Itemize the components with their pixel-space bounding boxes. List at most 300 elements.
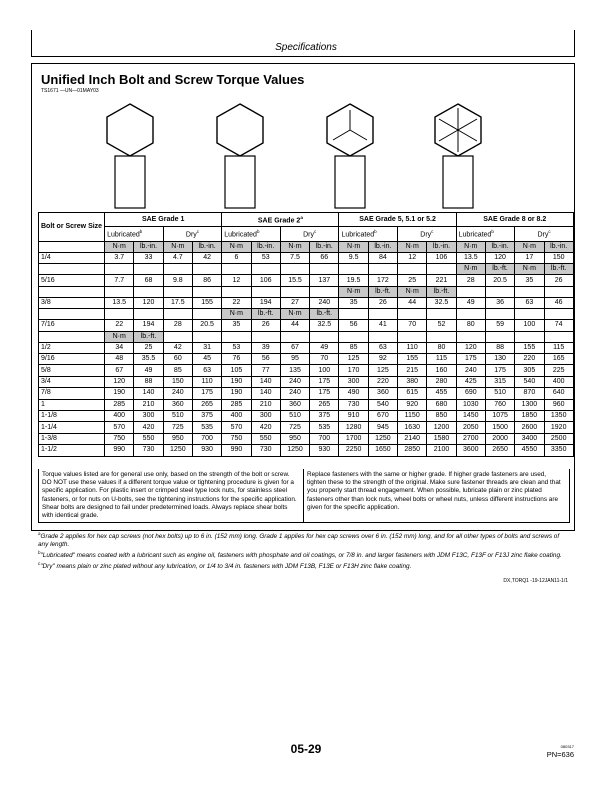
- unit-header: lb.-in.: [134, 241, 163, 252]
- torque-value: 76: [222, 354, 251, 365]
- torque-value: 150: [163, 376, 192, 387]
- unit-blank: [280, 264, 309, 275]
- unit-blank: [163, 331, 192, 342]
- grade-header: SAE Grade 1: [105, 213, 222, 227]
- torque-value: 2250: [339, 445, 368, 456]
- unit-blank: [368, 331, 397, 342]
- unit-blank: [456, 331, 485, 342]
- torque-value: 400: [105, 410, 134, 421]
- lubricated-header: Lubricated$^b$: [222, 227, 281, 241]
- unit-blank: [192, 286, 221, 297]
- torque-value: 2700: [456, 433, 485, 444]
- torque-value: 670: [368, 410, 397, 421]
- torque-value: 7.5: [280, 253, 309, 264]
- torque-value: 130: [485, 354, 514, 365]
- torque-value: 22: [105, 320, 134, 331]
- torque-value: 400: [222, 410, 251, 421]
- unit-header: lb.-ft.: [368, 286, 397, 297]
- unit-blank: [251, 331, 280, 342]
- torque-value: 49: [134, 365, 163, 376]
- torque-value: 88: [485, 342, 514, 353]
- torque-value: 175: [456, 354, 485, 365]
- dry-header: Dry$^c$: [280, 227, 339, 241]
- torque-value: 190: [105, 388, 134, 399]
- torque-value: 19.5: [339, 275, 368, 286]
- footnote: $^a$Grade 2 applies for hex cap screws (not hex bolts) up to 6 in. (152 mm) long. Grade 1 applies for hex cap screws over 6 in. (152 mm) long, and for all other types of bolts and screws of any length.: [38, 531, 560, 548]
- torque-value: 375: [310, 410, 339, 421]
- unit-blank: [192, 264, 221, 275]
- unit-blank: [134, 286, 163, 297]
- torque-value: 59: [485, 320, 514, 331]
- lubricated-header: Lubricated$^b$: [105, 227, 164, 241]
- torque-value: 28: [163, 320, 192, 331]
- unit-blank: [251, 286, 280, 297]
- torque-value: 12: [398, 253, 427, 264]
- torque-value: 115: [427, 354, 456, 365]
- torque-value: 240: [280, 376, 309, 387]
- unit-blank: [310, 286, 339, 297]
- torque-value: 125: [339, 354, 368, 365]
- bolt-size: 1/4: [39, 253, 105, 264]
- unit-blank: [134, 264, 163, 275]
- bolt-size: 9/16: [39, 354, 105, 365]
- unit-blank: [427, 331, 456, 342]
- torque-value: 137: [310, 275, 339, 286]
- torque-value: 420: [251, 422, 280, 433]
- torque-value: 17.5: [163, 297, 192, 308]
- table-row: [39, 253, 574, 264]
- torque-value: 305: [515, 365, 544, 376]
- torque-value: 221: [427, 275, 456, 286]
- unit-blank: [368, 309, 397, 320]
- torque-value: 2100: [427, 445, 456, 456]
- torque-value: 930: [192, 445, 221, 456]
- torque-value: 35: [222, 320, 251, 331]
- torque-value: 86: [192, 275, 221, 286]
- torque-value: 60: [163, 354, 192, 365]
- torque-value: 615: [398, 388, 427, 399]
- section-header: Specifications: [275, 42, 337, 53]
- torque-value: 510: [163, 410, 192, 421]
- unit-blank: [485, 331, 514, 342]
- unit-blank: [39, 309, 105, 320]
- torque-value: 80: [427, 342, 456, 353]
- torque-value: 150: [544, 253, 573, 264]
- torque-value: 960: [544, 399, 573, 410]
- unit-blank: [398, 309, 427, 320]
- torque-value: 68: [134, 275, 163, 286]
- torque-value: 74: [544, 320, 573, 331]
- unit-blank: [515, 286, 544, 297]
- torque-value: 2600: [515, 422, 544, 433]
- torque-value: 155: [398, 354, 427, 365]
- torque-value: 225: [544, 365, 573, 376]
- table-row: [39, 422, 574, 433]
- torque-value: 300: [251, 410, 280, 421]
- unit-blank: [515, 331, 544, 342]
- table-row: [39, 399, 574, 410]
- table-row: [39, 433, 574, 444]
- bolt-size: 1-1/8: [39, 410, 105, 421]
- torque-value: 45: [192, 354, 221, 365]
- unit-header: lb.-ft.: [251, 309, 280, 320]
- torque-value: 85: [163, 365, 192, 376]
- bolt-size: 3/8: [39, 297, 105, 308]
- torque-value: 490: [339, 388, 368, 399]
- unit-header: N·m: [105, 331, 134, 342]
- torque-value: 53: [222, 342, 251, 353]
- torque-value: 9.5: [339, 253, 368, 264]
- torque-value: 700: [192, 433, 221, 444]
- unit-header: N·m: [398, 286, 427, 297]
- torque-value: 2000: [485, 433, 514, 444]
- torque-value: 33: [134, 253, 163, 264]
- torque-value: 1350: [544, 410, 573, 421]
- bolt-size: 7/16: [39, 320, 105, 331]
- unit-blank: [163, 286, 192, 297]
- torque-value: 1450: [456, 410, 485, 421]
- hex-head-grade5-icon: [324, 102, 376, 210]
- torque-value: 175: [485, 365, 514, 376]
- torque-value: 125: [368, 365, 397, 376]
- torque-value: 105: [222, 365, 251, 376]
- torque-value: 39: [251, 342, 280, 353]
- torque-value: 120: [134, 297, 163, 308]
- torque-value: 570: [105, 422, 134, 433]
- page-title: Unified Inch Bolt and Screw Torque Values: [41, 72, 305, 87]
- torque-value: 27: [280, 297, 309, 308]
- hex-head-plain-icon: [104, 102, 156, 210]
- torque-value: 20.5: [485, 275, 514, 286]
- unit-header: N·m: [222, 309, 251, 320]
- torque-value: 26: [251, 320, 280, 331]
- bolt-size: 7/8: [39, 388, 105, 399]
- size-header: Bolt or Screw Size: [39, 213, 105, 242]
- table-row: [39, 354, 574, 365]
- unit-blank: [368, 264, 397, 275]
- torque-value: 26: [368, 297, 397, 308]
- unit-blank: [398, 331, 427, 342]
- unit-blank: [427, 264, 456, 275]
- footer-small-code: 080317: [560, 744, 574, 749]
- torque-value: 1650: [368, 445, 397, 456]
- torque-value: 400: [544, 376, 573, 387]
- torque-value: 730: [339, 399, 368, 410]
- unit-header: N·m: [398, 241, 427, 252]
- torque-value: 510: [280, 410, 309, 421]
- table-row: [39, 365, 574, 376]
- torque-value: 44: [398, 297, 427, 308]
- dry-header: Dry$^c$: [515, 227, 574, 241]
- bolt-head-illustrations: [32, 100, 574, 210]
- unit-blank: [222, 331, 251, 342]
- unit-header: N·m: [280, 241, 309, 252]
- torque-value: 100: [310, 365, 339, 376]
- torque-value: 1920: [544, 422, 573, 433]
- torque-value: 1250: [163, 445, 192, 456]
- torque-value: 25: [398, 275, 427, 286]
- torque-value: 6: [222, 253, 251, 264]
- torque-value: 42: [163, 342, 192, 353]
- torque-value: 2850: [398, 445, 427, 456]
- torque-value: 285: [105, 399, 134, 410]
- torque-value: 35: [339, 297, 368, 308]
- torque-value: 28: [456, 275, 485, 286]
- torque-value: 640: [544, 388, 573, 399]
- unit-blank: [427, 309, 456, 320]
- torque-value: 3600: [456, 445, 485, 456]
- torque-value: 32.5: [310, 320, 339, 331]
- torque-value: 155: [515, 342, 544, 353]
- usage-notes: [38, 469, 570, 523]
- torque-value: 35: [515, 275, 544, 286]
- torque-value: 240: [280, 388, 309, 399]
- torque-value: 100: [515, 320, 544, 331]
- torque-value: 20.5: [192, 320, 221, 331]
- bolt-size: 3/4: [39, 376, 105, 387]
- unit-header: N·m: [105, 241, 134, 252]
- hex-head-grade8-icon: [432, 102, 484, 210]
- torque-value: 80: [456, 320, 485, 331]
- usage-note-right: Replace fasteners with the same or higher grade. If higher grade fasteners are used, tighten these to the strength of the original. Make sure fastener threads are clean and that you properly start thread engagement. When possible, lubricate plain or zinc plated fasteners other than lock nuts, wheel bolts or wheel nuts, unless different instructions are given for the specific application.: [307, 471, 561, 511]
- torque-value: 455: [427, 388, 456, 399]
- unit-blank: [485, 309, 514, 320]
- torque-value: 12: [222, 275, 251, 286]
- torque-value: 42: [192, 253, 221, 264]
- torque-value: 1250: [280, 445, 309, 456]
- torque-value: 950: [280, 433, 309, 444]
- lubricated-header: Lubricated$^b$: [456, 227, 515, 241]
- torque-value: 17: [515, 253, 544, 264]
- torque-value: 9.8: [163, 275, 192, 286]
- torque-value: 950: [163, 433, 192, 444]
- torque-value: 70: [310, 354, 339, 365]
- bolt-size: 1-1/2: [39, 445, 105, 456]
- torque-value: 1075: [485, 410, 514, 421]
- page-number: 05-29: [290, 742, 322, 756]
- torque-value: 170: [339, 365, 368, 376]
- torque-value: 175: [310, 388, 339, 399]
- torque-value: 360: [368, 388, 397, 399]
- torque-value: 2650: [485, 445, 514, 456]
- unit-blank: [339, 331, 368, 342]
- torque-value: 2140: [398, 433, 427, 444]
- table-row: [39, 342, 574, 353]
- torque-value: 920: [398, 399, 427, 410]
- torque-value: 190: [222, 388, 251, 399]
- torque-value: 1250: [368, 433, 397, 444]
- torque-value: 910: [339, 410, 368, 421]
- unit-header: lb.-in.: [251, 241, 280, 252]
- torque-value: 120: [456, 342, 485, 353]
- torque-value: 3400: [515, 433, 544, 444]
- unit-blank: [339, 309, 368, 320]
- torque-value: 172: [368, 275, 397, 286]
- torque-value: 3350: [544, 445, 573, 456]
- torque-value: 280: [427, 376, 456, 387]
- torque-value: 194: [251, 297, 280, 308]
- torque-value: 725: [280, 422, 309, 433]
- torque-value: 110: [192, 376, 221, 387]
- torque-value: 730: [251, 445, 280, 456]
- unit-header: N·m: [222, 241, 251, 252]
- torque-value: 175: [310, 376, 339, 387]
- torque-value: 160: [427, 365, 456, 376]
- unit-header: lb.-ft.: [134, 331, 163, 342]
- torque-value: 165: [544, 354, 573, 365]
- hex-head-grade2-icon: [214, 102, 266, 210]
- torque-value: 360: [280, 399, 309, 410]
- torque-value: 420: [134, 422, 163, 433]
- torque-value: 52: [427, 320, 456, 331]
- torque-value: 1300: [515, 399, 544, 410]
- unit-header: N·m: [456, 264, 485, 275]
- unit-blank: [163, 309, 192, 320]
- unit-header: lb.-in.: [368, 241, 397, 252]
- torque-value: 67: [280, 342, 309, 353]
- torque-value: 215: [398, 365, 427, 376]
- torque-value: 1030: [456, 399, 485, 410]
- torque-value: 570: [222, 422, 251, 433]
- torque-value: 375: [192, 410, 221, 421]
- torque-value: 120: [105, 376, 134, 387]
- torque-value: 175: [192, 388, 221, 399]
- torque-value: 870: [515, 388, 544, 399]
- torque-value: 49: [456, 297, 485, 308]
- unit-blank: [456, 309, 485, 320]
- unit-blank: [105, 264, 134, 275]
- torque-value: 190: [222, 376, 251, 387]
- unit-blank: [39, 264, 105, 275]
- header-rule: [31, 56, 575, 57]
- torque-value: 85: [339, 342, 368, 353]
- torque-value: 3.7: [105, 253, 134, 264]
- torque-value: 63: [368, 342, 397, 353]
- torque-value: 220: [368, 376, 397, 387]
- pn-code: PN=636: [546, 750, 574, 759]
- torque-value: 106: [251, 275, 280, 286]
- unit-header: lb.-in.: [192, 241, 221, 252]
- torque-value: 106: [427, 253, 456, 264]
- unit-blank: [280, 286, 309, 297]
- torque-value: 425: [456, 376, 485, 387]
- torque-value: 63: [515, 297, 544, 308]
- torque-value: 550: [134, 433, 163, 444]
- table-row: [39, 320, 574, 331]
- grade-header: SAE Grade 2$^a$: [222, 213, 339, 227]
- table-row: [39, 376, 574, 387]
- unit-header: N·m: [515, 241, 544, 252]
- torque-value: 1280: [339, 422, 368, 433]
- torque-value: 2050: [456, 422, 485, 433]
- torque-value: 67: [105, 365, 134, 376]
- table-row: [39, 410, 574, 421]
- torque-value: 990: [222, 445, 251, 456]
- unit-header: N·m: [339, 286, 368, 297]
- torque-value: 850: [427, 410, 456, 421]
- torque-value: 1700: [339, 433, 368, 444]
- torque-value: 510: [485, 388, 514, 399]
- torque-value: 34: [105, 342, 134, 353]
- torque-value: 140: [134, 388, 163, 399]
- torque-value: 265: [192, 399, 221, 410]
- torque-value: 725: [163, 422, 192, 433]
- unit-blank: [544, 309, 573, 320]
- torque-value: 1850: [515, 410, 544, 421]
- bolt-size: 1/2: [39, 342, 105, 353]
- torque-value: 41: [368, 320, 397, 331]
- torque-value: 32.5: [427, 297, 456, 308]
- torque-value: 690: [456, 388, 485, 399]
- unit-blank: [105, 286, 134, 297]
- torque-value: 13.5: [456, 253, 485, 264]
- torque-value: 46: [544, 297, 573, 308]
- dry-header: Dry$^c$: [163, 227, 222, 241]
- torque-value: 240: [310, 297, 339, 308]
- torque-value: 194: [134, 320, 163, 331]
- doc-code: DX,TORQ1 -19-12JAN11-1/1: [503, 578, 568, 584]
- torque-value: 120: [485, 253, 514, 264]
- unit-header: lb.-ft.: [485, 264, 514, 275]
- torque-value: 265: [310, 399, 339, 410]
- unit-blank: [515, 309, 544, 320]
- torque-value: 140: [251, 376, 280, 387]
- torque-value: 550: [251, 433, 280, 444]
- bolt-size: 1-3/8: [39, 433, 105, 444]
- torque-value: 49: [310, 342, 339, 353]
- torque-value: 240: [163, 388, 192, 399]
- torque-value: 77: [251, 365, 280, 376]
- torque-value: 680: [427, 399, 456, 410]
- unit-blank: [39, 331, 105, 342]
- footnote: $^b$"Lubricated" means coated with a lubricant such as engine oil, fasteners with phosphate and oil coatings, or 7/8 in. and larger fasteners with JDM F13C, F13F or F13J zinc flake coating.: [38, 549, 562, 559]
- torque-value: 990: [105, 445, 134, 456]
- torque-value: 730: [134, 445, 163, 456]
- torque-value: 92: [368, 354, 397, 365]
- torque-value: 240: [456, 365, 485, 376]
- torque-value: 285: [222, 399, 251, 410]
- torque-value: 540: [368, 399, 397, 410]
- torque-value: 535: [310, 422, 339, 433]
- torque-value: 7.7: [105, 275, 134, 286]
- torque-value: 66: [310, 253, 339, 264]
- torque-value: 380: [398, 376, 427, 387]
- torque-value: 31: [192, 342, 221, 353]
- unit-header: N·m: [280, 309, 309, 320]
- unit-blank: [339, 264, 368, 275]
- unit-header: lb.-in.: [427, 241, 456, 252]
- torque-value: 88: [134, 376, 163, 387]
- torque-value: 1630: [398, 422, 427, 433]
- torque-value: 36: [485, 297, 514, 308]
- torque-value: 53: [251, 253, 280, 264]
- torque-value: 115: [544, 342, 573, 353]
- unit-blank: [39, 286, 105, 297]
- torque-value: 540: [515, 376, 544, 387]
- doc-id: TS1671 —UN—01MAY03: [41, 88, 99, 94]
- unit-blank: [163, 264, 192, 275]
- table-row: [39, 445, 574, 456]
- torque-value: 70: [398, 320, 427, 331]
- unit-header: N·m: [515, 264, 544, 275]
- unit-blank: [39, 241, 105, 252]
- unit-header: lb.-in.: [544, 241, 573, 252]
- bolt-size: 5/8: [39, 365, 105, 376]
- torque-value: 315: [485, 376, 514, 387]
- torque-value: 4.7: [163, 253, 192, 264]
- torque-value: 22: [222, 297, 251, 308]
- torque-value: 750: [105, 433, 134, 444]
